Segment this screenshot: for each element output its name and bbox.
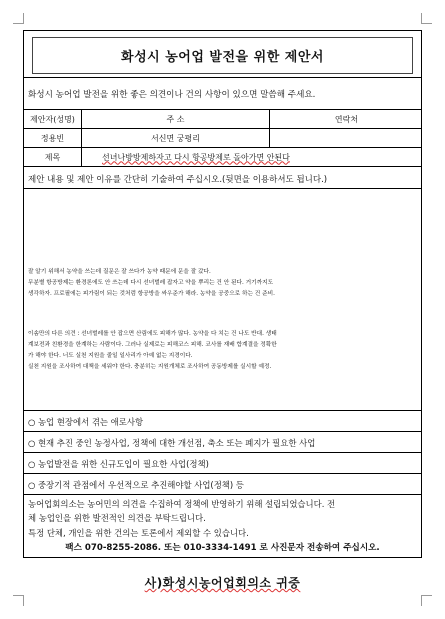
crop-mark-top-left — [13, 13, 24, 24]
prompt-text: 제안 내용 및 제안 이유를 간단히 기술하여 주십시오.(뒷면을 이용하셔도 됩니다.) — [28, 175, 328, 185]
proposal-body[interactable] — [24, 189, 421, 411]
option-text: ○ 농업 현장에서 겪는 애로사항 — [28, 417, 144, 427]
prompt-row — [24, 167, 421, 189]
body-line: 실천 지원을 조사하여 대책을 세워야 한다. 충분히는 지원개체로 조사하여 공동방제를 실시할 예정. — [28, 364, 272, 370]
contact-label: 연락처 — [334, 114, 359, 124]
option-row — [24, 432, 421, 453]
subject-field[interactable] — [82, 148, 423, 166]
footer-line: 특정 단체, 개인을 위한 건의는 토론에서 제외할 수 있습니다. — [28, 528, 249, 538]
body-paragraph-2 — [28, 329, 417, 373]
contact-field[interactable] — [270, 129, 423, 147]
organization-label: 사)화성시농어업회의소 귀중 — [144, 576, 301, 590]
crop-mark-bottom-left — [13, 595, 24, 606]
subject-label: 제목 — [24, 148, 82, 166]
form-title: 화성시 농어업 발전을 위한 제안서 — [121, 50, 324, 65]
footer-line: 농어업회의소는 농어민의 의견을 수집하여 정책에 반영하기 위해 설립되었습니다. 전 — [28, 499, 336, 509]
fax-instruction: 팩스 070-8255-2086. 또는 010-3334-1491 로 사진문자 전송하여 주십시오. — [65, 543, 380, 553]
option-row — [24, 411, 421, 432]
address-value[interactable]: 서신면 궁평리 — [82, 129, 270, 147]
body-line: 이솜만의 다른 의견 : 선녀벌레를 안 잡으면 산림에도 피해가 많다. 농약을 다 치는 건 나도 반대. 생태 — [28, 331, 277, 337]
body-line: 잘 알기 위해서 농약을 쓰는데 질문은 잘 쓰다가 농약 때문에 문을 잘 갔다. — [28, 269, 211, 275]
name-label: 정용빈 — [24, 129, 82, 147]
option-text: ○ 현재 추진 중인 농정사업, 정책에 대한 개선점, 축소 또는 폐지가 필요한 사업 — [28, 438, 316, 448]
body-line: 무분별 항공방제는 환경론에도 안 쓰는데 다시 선녀벌레 잡자고 약을 뿌리는 건 안 된다. 거기까지도 — [28, 280, 274, 286]
option-row — [24, 474, 421, 495]
crop-mark-top-right — [421, 13, 432, 24]
intro-row — [24, 78, 421, 110]
proposer-row — [24, 110, 421, 129]
crop-mark-bottom-right — [421, 595, 432, 606]
name-row — [24, 129, 421, 148]
intro-text: 화성시 농어업 발전을 위한 좋은 의견이나 건의 사항이 있으면 말씀해 주세요. — [28, 90, 316, 100]
title-row — [24, 31, 421, 78]
footer-notice — [24, 495, 421, 559]
proposer-label: 제안자(성명) — [24, 110, 82, 128]
proposal-form — [23, 30, 422, 558]
organization-name — [0, 574, 445, 591]
body-line: 가 해야 한다. 너도 실천 지원을 줄일 일사리가 아예 없는 지경이다. — [28, 353, 193, 359]
body-line: 계보전과 친환경을 한계하는 사람이다. 그러나 실제로는 피해코스 피해. 코사를 재배 합계결을 정확한 — [28, 342, 277, 348]
body-line: 생각하자. 프로필에는 피가림이 되는 것처럼 항공방을 싸우준가 해라. 농약을 공중으로 하는 건 준비. — [28, 291, 275, 297]
option-row — [24, 453, 421, 474]
body-paragraph-1 — [28, 267, 417, 300]
subject-value: 선녀나방방제하자고 다시 항공방제로 돌아가면 안된다 — [102, 152, 290, 162]
footer-line: 체 농업인을 위한 발전적인 의견을 부탁드립니다. — [28, 513, 206, 523]
option-text: ○ 농업발전을 위한 신규도입이 필요한 사업(정책) — [28, 459, 209, 469]
subject-row — [24, 148, 421, 167]
option-text: ○ 중장기적 관점에서 우선적으로 추진해야할 사업(정책) 등 — [28, 480, 244, 490]
address-field[interactable]: 주 소 — [82, 110, 270, 128]
